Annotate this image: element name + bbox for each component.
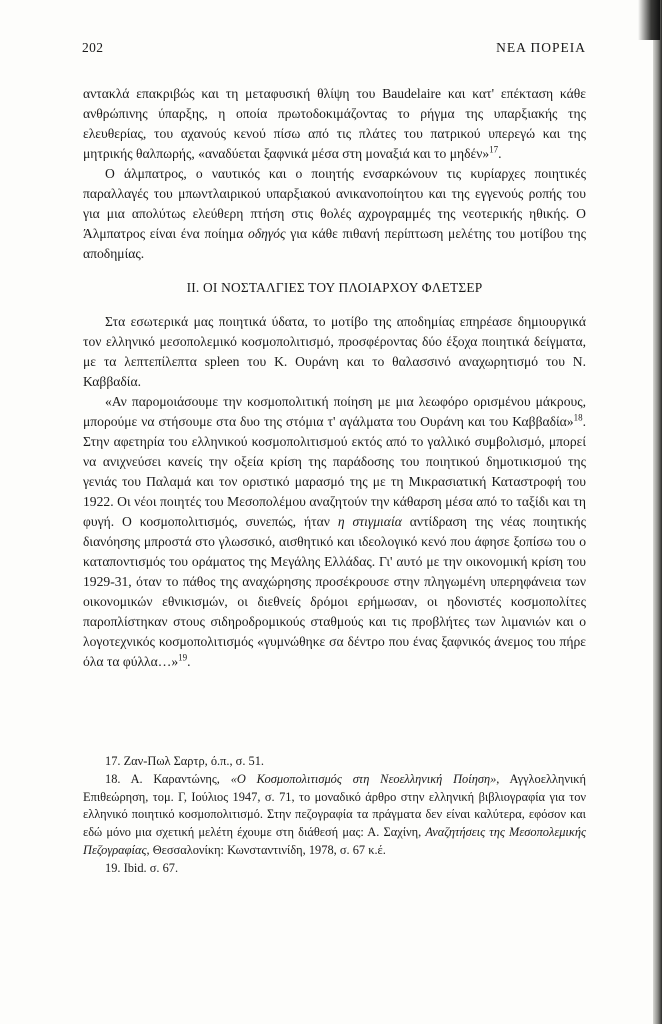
page-corner-shadow <box>638 0 660 40</box>
paragraph-4-emphasis: η στιγμιαία <box>337 514 402 529</box>
footnote-19: 19. Ibid. σ. 67. <box>105 860 179 875</box>
footnote-ref-18: 18 <box>573 412 583 423</box>
footnote-18 <box>83 771 586 860</box>
footnote-18-title-2: Αναζητήσεις της Μεσοπολεμικής Πεζογραφίας <box>83 825 587 857</box>
paragraph-1-end: . <box>498 146 502 161</box>
paragraph-4-end: . <box>187 654 191 669</box>
main-text <box>83 84 586 672</box>
footnote-ref-17: 17 <box>489 144 499 155</box>
footnote-18-text-b: , Αγγλοελληνική Επιθεώρηση, τομ. Γ, Ιούλιος 1947, σ. 71, το μοναδικό άρθρο στην ελληνική βιβλιογραφία για τον ελληνικό ποιητικό κοσμοπολιτισμό. Στην πεζογραφία τα πράγματα δεν είναι καλύτερα, εφόσον και εδώ μόνο μια σχετική μελέτη έχουμε στη διάθεσή μας: Α. Σαχίνη, <box>83 771 586 840</box>
footnote-18-text-c: , Θεσσαλονίκη: Κωνσταντινίδη, 1978, σ. 67 κ.έ. <box>146 842 386 857</box>
paragraph-4-text-a: «Αν παρομοιάσουμε την κοσμοπολιτική ποίηση με μια λεωφόρο ορισμένου μάκρους, μπορούμε να στήσουμε στα δυο της στόμια τ' αγάλματα του Ουράνη και του Καββαδία» <box>83 394 586 429</box>
paragraph-3: Στα εσωτερικά μας ποιητικά ύδατα, το μοτίβο της αποδημίας επηρέασε δημιουργικά τον ελληνικό μεσοπολεμικό κοσμοπολιτισμό, προσφέροντας δύο έξοχα ποιητικά δείγματα, με τα λεπτεπίλεπτα spleen του Κ. Ουράνη και το θαλασσινό αναχωρητισμό του Ν. Καββαδία. <box>83 314 586 389</box>
running-title: ΝΕΑ ΠΟΡΕΙΑ <box>496 40 586 55</box>
paragraph-4-text-c: αντίδραση της νέας ποιητικής διανόησης μπροστά στο γλωσσικό, αισθητικό και ιδεολογικό κενό που άφησε ξοπίσω του ο καταποντισμός του οράματος της Μεγάλης Ελλάδας. Γι' αυτό με την οικονομική κρίση του 1929-31, όταν το πάθος της αναχώρησης προσέκρουσε στην πληγωμένη υπερηφάνεια των οικονομικών εθνικισμών, οι διεθνείς δρόμοι ερήμωσαν, οι ηδονιστές κοσμοπολίτες παροπλίστηκαν στους σιδηροδρομικούς σταθμούς και τις προβλήτες των λιμανιών και ο λογοτεχνικός κοσμοπολιτισμός «γυμνώθηκε σα δέντρο που ένας ξαφνικός άνεμος του πήρε όλα τα φύλλα…» <box>83 514 586 669</box>
page-header <box>82 40 586 60</box>
paragraph-2-text-b: για κάθε πιθανή περίπτωση μελέτης του μοτίβου της αποδημίας. <box>83 226 586 261</box>
footnote-ref-19: 19 <box>178 652 188 663</box>
footnotes <box>83 753 586 878</box>
paragraph-2 <box>83 164 586 264</box>
footnote-18-text-a: 18. Α. Καραντώνης, <box>105 771 231 786</box>
paragraph-2-text-a: Ο άλμπατρος, ο ναυτικός και ο ποιητής ενσαρκώνουν τις κυρίαρχες ποιητικές παραλλαγές του μπωντλαιρικού υπαρξιακού ανικανοποίητου και της εγγενούς ροπής του για μια απολύτως ελεύθερη πτήση στις θολές αχρογραμμές της νεοτερικής ηθικής. Ο Άλμπατρος είναι ένα ποίημα <box>83 166 586 241</box>
page-binding-shadow <box>653 0 662 1024</box>
paragraph-4 <box>83 392 586 672</box>
paragraph-1 <box>83 84 586 164</box>
paragraph-2-emphasis: οδηγός <box>248 226 286 241</box>
paragraph-1-text: αντακλά επακριβώς και τη μεταφυσική θλίψη του Baudelaire και κατ' επέκταση κάθε ανθρώπινης ύπαρξης, η οποία πρωτοδοκιμάζοντας το ρήγμα της υπαρξιακής της ελευθερίας, του αχανούς κενού πίσω από τις πλάτες του πατρικού υπερεγώ και της μητρικής θαλπωρής, «αναδύεται ξαφνικά μέσα στη μοναξιά και το μηδέν» <box>83 86 586 161</box>
paragraph-4-text-b: . Στην αφετηρία του ελληνικού κοσμοπολιτισμού εκτός από το γαλλικό συμβολισμό, μπορεί να ανιχνεύσει κανείς την οξεία κρίση της παράδοσης του ποιητικού δημοτικισμού της γενιάς του Παλαμά και τον οριστικό μαρασμό της με τη Μικρασιατική Καταστροφή του 1922. Οι νέοι ποιητές του Μεσοπολέμου αναζητούν την κάθαρση μέσα από το ταξίδι και τη φυγή. Ο κοσμοπολιτισμός, συνεπώς, ήταν <box>83 414 586 529</box>
page-number: 202 <box>82 40 104 55</box>
footnote-18-title-1: «Ο Κοσμοπολιτισμός στη Νεοελληνική Ποίηση» <box>230 771 497 786</box>
footnote-17: 17. Ζαν-Πωλ Σαρτρ, ό.π., σ. 51. <box>105 754 265 768</box>
section-heading: II. ΟΙ ΝΟΣΤΑΛΓΙΕΣ ΤΟΥ ΠΛΟΙΑΡΧΟΥ ΦΛΕΤΣΕΡ <box>186 280 483 295</box>
